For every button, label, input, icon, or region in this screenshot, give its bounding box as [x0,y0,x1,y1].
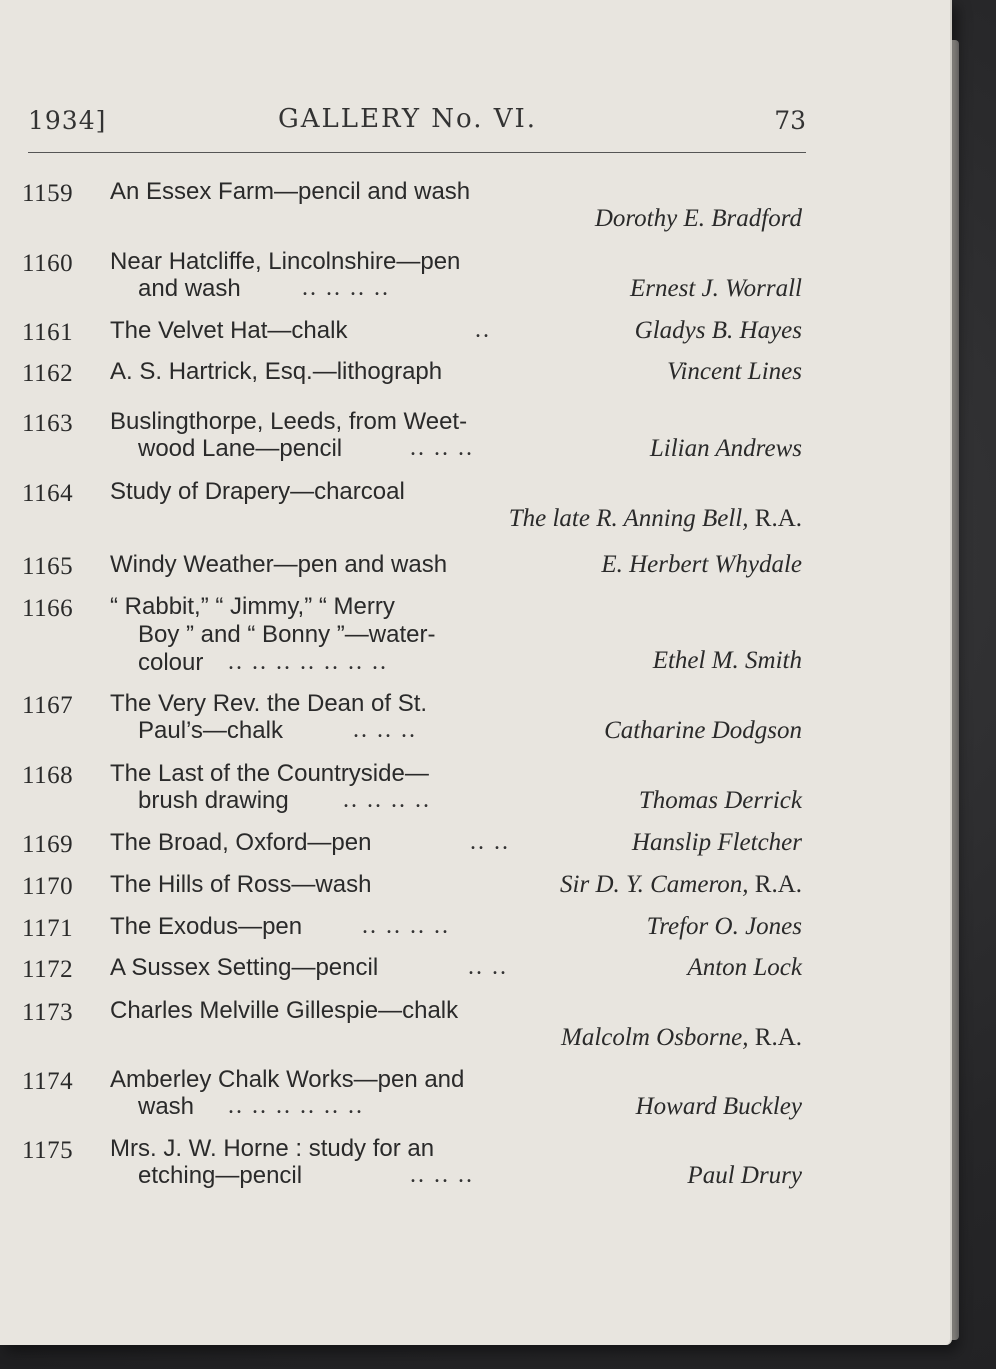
entry-title-line: The Broad, Oxford—pen [110,829,372,856]
entry-number: 1167 [22,692,74,719]
entry-title-line: Amberley Chalk Works—pen and [110,1066,465,1093]
artist-name-text: Lilian Andrews [649,435,802,462]
entry-title-line: Boy ” and “ Bonny ”—water- [138,621,436,648]
artist-name-text: Vincent Lines [667,358,802,385]
header-year: 1934] [28,106,107,135]
artist-name-text: Anton Lock [687,954,802,981]
entry-number: 1160 [22,250,74,277]
artist-name-text: The late R. Anning Bell, [508,505,749,532]
entry-number: 1171 [22,915,74,942]
entry-title-line: colour [138,649,204,676]
artist-name-text: Dorothy E. Bradford [594,205,802,232]
entry-number: 1173 [22,999,74,1026]
leader-dots: .. .. .. [353,717,417,743]
entry-title-line: A. S. Hartrick, Esq.—lithograph [110,358,443,385]
artist-name [560,871,802,899]
artist-name-text: Ethel M. Smith [652,647,802,674]
artist-name [601,551,802,579]
entry-title-line: wood Lane—pencil [138,435,343,462]
entry-title-line: The Very Rev. the Dean of St. [110,690,428,717]
artist-name-text: Hanslip Fletcher [631,829,802,856]
leader-dots: .. .. [470,829,510,855]
entry-title-line: Buslingthorpe, Leeds, from Weet- [110,408,468,435]
artist-name-text: E. Herbert Whydale [601,551,802,578]
entry-title-line: The Hills of Ross—wash [110,871,372,898]
entry-number: 1174 [22,1068,74,1095]
entry-title-line: A Sussex Setting—pencil [110,954,379,981]
entry-title-line: The Velvet Hat—chalk [110,317,348,344]
leader-dots: .. .. [468,954,508,980]
entry-title-line: Windy Weather—pen and wash [110,551,448,578]
entry-number: 1172 [22,956,74,983]
artist-name [630,275,802,303]
entry-title-line: Charles Melville Gillespie—chalk [110,997,459,1024]
header-title: GALLERY No. VI. [278,104,538,134]
artist-name [595,205,802,233]
entry-title-line: brush drawing [138,787,289,814]
artist-name [635,317,802,345]
artist-suffix: R.A. [748,1024,802,1051]
artist-name [667,358,802,386]
entry-title-line: The Last of the Countryside— [110,760,429,787]
leader-dots: .. [475,317,491,343]
artist-name [636,1093,802,1121]
artist-name-text: Catharine Dodgson [604,717,802,744]
leader-dots: .. .. .. .. .. .. .. [228,649,388,675]
artist-name [509,505,802,533]
entry-title-line: wash [138,1093,195,1120]
artist-name [687,954,802,982]
entry-title-line: Study of Drapery—charcoal [110,478,405,505]
entry-number: 1166 [22,595,74,622]
artist-name-text: Ernest J. Worrall [630,275,802,302]
entry-number: 1163 [22,410,74,437]
leader-dots: .. .. .. [410,435,474,461]
artist-name [632,829,802,857]
entry-number: 1164 [22,480,74,507]
leader-dots: .. .. .. .. [343,787,431,813]
artist-name-text: Malcolm Osborne, [561,1024,749,1051]
artist-name [647,913,802,941]
artist-name-text: Sir D. Y. Cameron, [560,871,749,898]
entry-number: 1170 [22,873,74,900]
leader-dots: .. .. .. [410,1162,474,1188]
entry-title-line: Paul’s—chalk [138,717,283,744]
entry-number: 1162 [22,360,74,387]
entry-title-line: Mrs. J. W. Horne : study for an [110,1135,435,1162]
artist-name [687,1162,802,1190]
entry-title-line: “ Rabbit,” “ Jimmy,” “ Merry [110,593,395,620]
entry-number: 1168 [22,762,74,789]
leader-dots: .. .. .. .. [362,913,450,939]
artist-name [639,787,802,815]
entry-number: 1175 [22,1137,74,1164]
entry-number: 1165 [22,553,74,580]
artist-name-text: Gladys B. Hayes [634,317,802,344]
entry-number: 1161 [22,319,74,346]
leader-dots: .. .. .. .. [302,275,390,301]
artist-name-text: Paul Drury [687,1162,802,1189]
artist-name-text: Thomas Derrick [638,787,802,814]
entry-title-line: An Essex Farm—pencil and wash [110,178,471,205]
entry-title-line: and wash [138,275,241,302]
artist-name-text: Howard Buckley [635,1093,802,1120]
artist-name [604,717,802,745]
artist-name [653,647,802,675]
artist-name [650,435,802,463]
leader-dots: .. .. .. .. .. .. [228,1093,364,1119]
artist-name-text: Trefor O. Jones [646,913,802,940]
artist-name [561,1024,802,1052]
entry-title-line: etching—pencil [138,1162,303,1189]
entry-number: 1159 [22,180,74,207]
entry-title-line: The Exodus—pen [110,913,303,940]
entry-title-line: Near Hatcliffe, Lincolnshire—pen [110,248,461,275]
page-number: 73 [774,106,806,135]
entry-number: 1169 [22,831,74,858]
artist-suffix: R.A. [748,505,802,532]
artist-suffix: R.A. [748,871,802,898]
